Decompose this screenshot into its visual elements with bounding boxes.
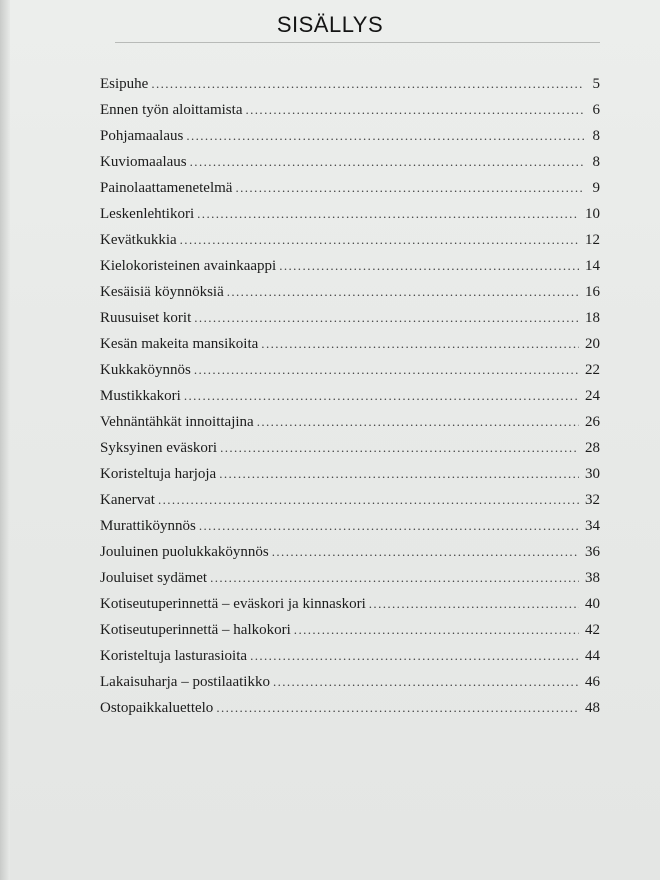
toc-entry	[100, 539, 600, 565]
toc-entry-page-number: 10	[585, 206, 600, 222]
toc-entry-title: Koristeltuja lasturasioita	[100, 648, 248, 664]
toc-entry	[100, 227, 600, 253]
toc-entry	[100, 71, 600, 97]
toc-entry	[100, 487, 600, 513]
toc-entry-page-number: 34	[585, 518, 600, 534]
toc-entry-title: Koristeltuja harjoja	[100, 466, 217, 482]
toc-entry	[100, 617, 600, 643]
toc-entry	[100, 279, 600, 305]
toc-entry	[100, 97, 600, 123]
toc-dot-leader	[235, 175, 584, 201]
toc-dot-leader	[180, 227, 579, 253]
toc-entry-page-number: 12	[585, 232, 600, 248]
toc-entry-page-number: 20	[585, 336, 600, 352]
toc-entry-title: Leskenlehtikori	[100, 206, 195, 222]
toc-dot-leader	[194, 357, 579, 383]
toc-entry-title: Kotiseutuperinnettä – halkokori	[100, 622, 291, 638]
toc-dot-leader	[210, 565, 579, 591]
toc-entry	[100, 643, 600, 669]
toc-entry-title: Lakaisuharja – postilaatikko	[100, 674, 270, 690]
toc-dot-leader	[184, 383, 579, 409]
toc-dot-leader	[216, 695, 579, 721]
toc-entry-title: Kuviomaalaus	[100, 154, 187, 170]
toc-dot-leader	[261, 331, 579, 357]
toc-entry-title: Jouluinen puolukkaköynnös	[100, 544, 269, 560]
toc-entry-page-number: 8	[592, 154, 600, 170]
toc-dot-leader	[369, 591, 579, 617]
toc-entry	[100, 513, 600, 539]
toc-entry-page-number: 44	[585, 648, 600, 664]
toc-entry	[100, 305, 600, 331]
toc-entry-title: Murattiköynnös	[100, 518, 196, 534]
toc-entry	[100, 175, 600, 201]
toc-entry	[100, 253, 600, 279]
toc-entry-title: Kesäisiä köynnöksiä	[100, 284, 224, 300]
toc-entry-page-number: 36	[585, 544, 600, 560]
toc-entry-title: Jouluiset sydämet	[100, 570, 208, 586]
toc-entry-title: Kevätkukkia	[100, 232, 177, 248]
toc-dot-leader	[272, 539, 579, 565]
toc-entry	[100, 123, 600, 149]
toc-entry	[100, 461, 600, 487]
toc-dot-leader	[273, 669, 579, 695]
toc-entry-title: Kesän makeita mansikoita	[100, 336, 259, 352]
toc-entry	[100, 357, 600, 383]
page-gutter-shadow	[0, 0, 10, 880]
toc-entry-page-number: 40	[585, 596, 600, 612]
toc-dot-leader	[219, 461, 579, 487]
toc-entry-title: Pohjamaalaus	[100, 128, 184, 144]
toc-entry-page-number: 32	[585, 492, 600, 508]
toc-entry	[100, 331, 600, 357]
toc-entry	[100, 695, 600, 721]
toc-entry-title: Vehnäntähkät innoittajina	[100, 414, 254, 430]
toc-entry-title: Ruusuiset korit	[100, 310, 192, 326]
toc-dot-leader	[151, 71, 584, 97]
toc-entry-page-number: 38	[585, 570, 600, 586]
toc-entry	[100, 383, 600, 409]
toc-entry-page-number: 30	[585, 466, 600, 482]
toc-dot-leader	[158, 487, 579, 513]
toc-entry-page-number: 5	[592, 76, 600, 92]
toc-entry-page-number: 46	[585, 674, 600, 690]
page-title: SISÄLLYS	[276, 12, 384, 37]
heading-rule	[115, 42, 600, 43]
toc-entry-page-number: 26	[585, 414, 600, 430]
toc-entry-title: Ennen työn aloittamista	[100, 102, 243, 118]
toc-entry	[100, 565, 600, 591]
toc-entry-title: Mustikkakori	[100, 388, 181, 404]
toc-entry	[100, 591, 600, 617]
toc-entry-page-number: 14	[585, 258, 600, 274]
toc-entry-title: Esipuhe	[100, 76, 149, 92]
toc-entry	[100, 669, 600, 695]
toc-entry	[100, 149, 600, 175]
toc-dot-leader	[245, 97, 584, 123]
toc-entry-page-number: 48	[585, 700, 600, 716]
toc-entry-page-number: 16	[585, 284, 600, 300]
toc-dot-leader	[250, 643, 579, 669]
toc-entry	[100, 201, 600, 227]
toc-entry	[100, 435, 600, 461]
toc-dot-leader	[197, 201, 579, 227]
toc-dot-leader	[257, 409, 579, 435]
toc-entry-page-number: 9	[592, 180, 600, 196]
toc-dot-leader	[194, 305, 579, 331]
toc-entry-page-number: 42	[585, 622, 600, 638]
toc-dot-leader	[186, 123, 584, 149]
toc-entry	[100, 409, 600, 435]
toc-entry-title: Kielokoristeinen avainkaappi	[100, 258, 277, 274]
toc-dot-leader	[190, 149, 584, 175]
toc-entry-title: Ostopaikkaluettelo	[100, 700, 214, 716]
toc-dot-leader	[279, 253, 579, 279]
toc-dot-leader	[199, 513, 579, 539]
toc-entry-page-number: 18	[585, 310, 600, 326]
toc-entry-page-number: 8	[592, 128, 600, 144]
table-of-contents	[100, 71, 600, 721]
toc-entry-title: Kanervat	[100, 492, 155, 508]
toc-entry-page-number: 24	[585, 388, 600, 404]
toc-entry-page-number: 22	[585, 362, 600, 378]
toc-entry-title: Kotiseutuperinnettä – eväskori ja kinnaskori	[100, 596, 366, 612]
toc-entry-page-number: 6	[592, 102, 600, 118]
toc-dot-leader	[227, 279, 579, 305]
toc-entry-page-number: 28	[585, 440, 600, 456]
toc-entry-title: Kukkaköynnös	[100, 362, 191, 378]
toc-entry-title: Syksyinen eväskori	[100, 440, 218, 456]
toc-entry-title: Painolaattamenetelmä	[100, 180, 233, 196]
toc-dot-leader	[220, 435, 579, 461]
toc-dot-leader	[294, 617, 579, 643]
